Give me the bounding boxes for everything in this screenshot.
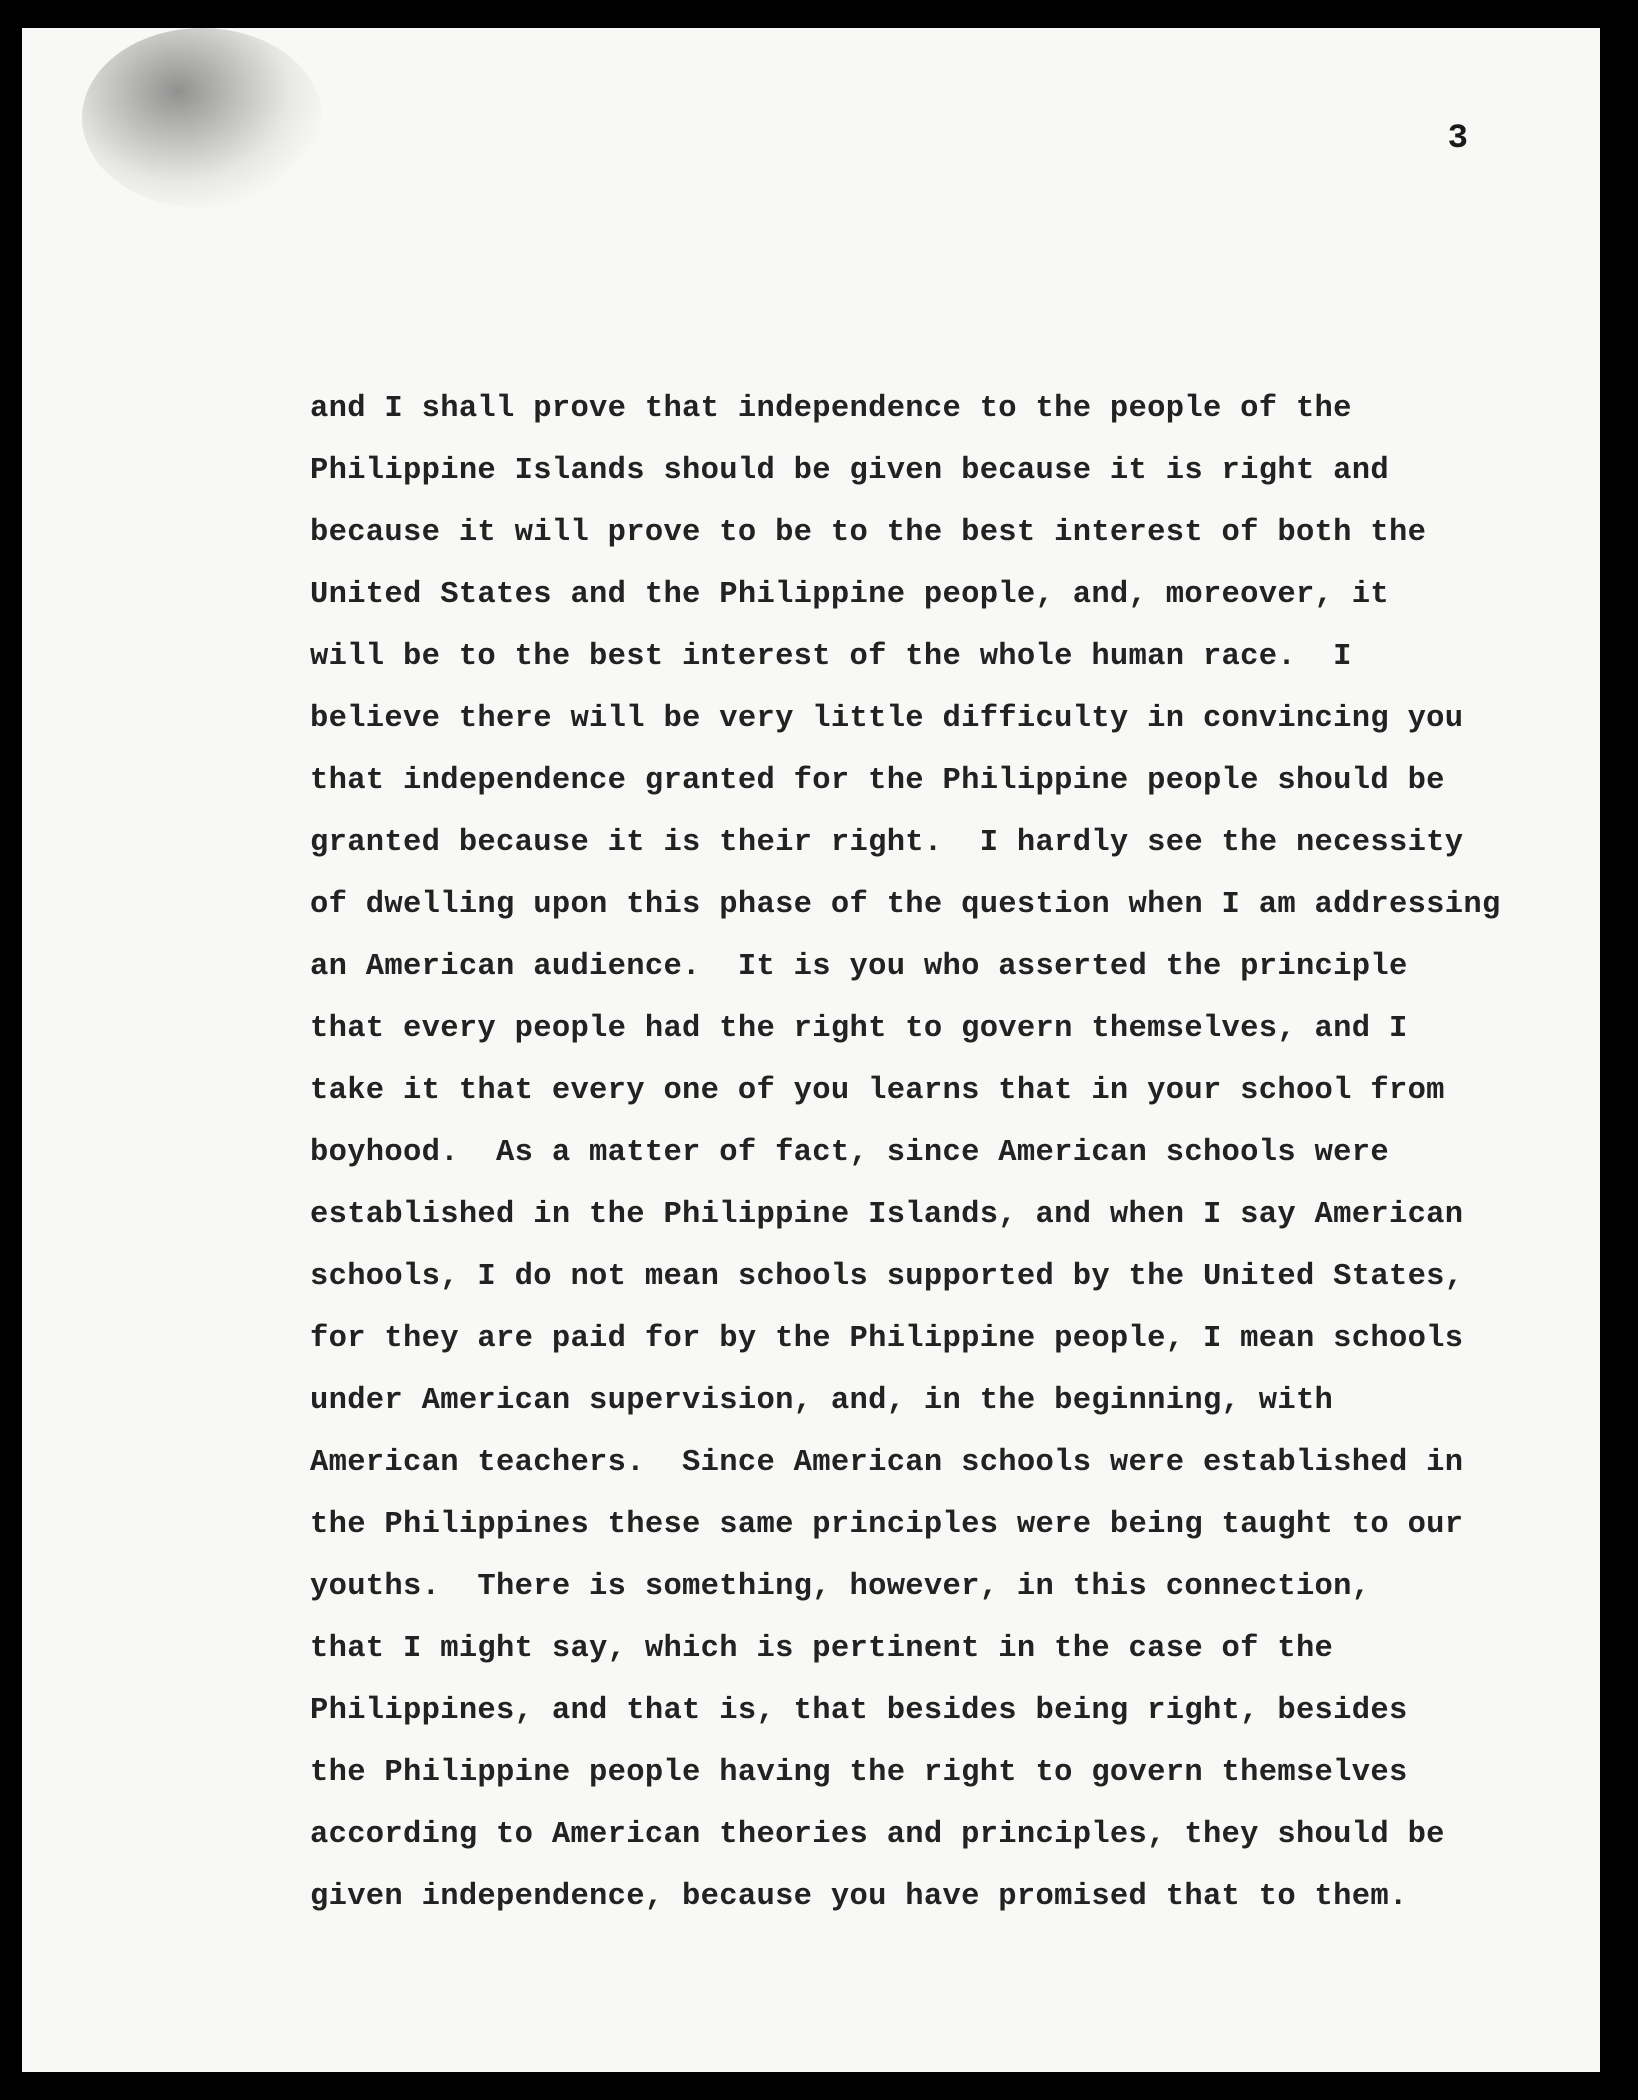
page-number: 3	[1447, 120, 1468, 158]
text-line: American teachers. Since American schools were established in	[310, 1446, 1464, 1480]
body-text	[310, 378, 1570, 1928]
ink-smudge	[82, 28, 322, 208]
text-line: the Philippine people having the right to govern themselves	[310, 1756, 1408, 1790]
text-line: the Philippines these same principles were being taught to our	[310, 1508, 1464, 1542]
text-line: believe there will be very little difficulty in convincing you	[310, 702, 1464, 736]
text-line: under American supervision, and, in the beginning, with	[310, 1384, 1334, 1418]
document-page	[22, 28, 1600, 2072]
text-line: of dwelling upon this phase of the question when I am addressing	[310, 888, 1501, 922]
text-line: Philippine Islands should be given because it is right and	[310, 454, 1389, 488]
text-line: Philippines, and that is, that besides being right, besides	[310, 1694, 1408, 1728]
text-line: an American audience. It is you who asserted the principle	[310, 950, 1408, 984]
text-line: schools, I do not mean schools supported by the United States,	[310, 1260, 1464, 1294]
text-line: that independence granted for the Philippine people should be	[310, 764, 1445, 798]
text-line: and I shall prove that independence to the people of the	[310, 392, 1352, 426]
text-line: United States and the Philippine people, and, moreover, it	[310, 578, 1389, 612]
text-line: that I might say, which is pertinent in the case of the	[310, 1632, 1334, 1666]
text-line: that every people had the right to govern themselves, and I	[310, 1012, 1408, 1046]
text-line: take it that every one of you learns that in your school from	[310, 1074, 1445, 1108]
text-line: because it will prove to be to the best interest of both the	[310, 516, 1427, 550]
text-line: according to American theories and principles, they should be	[310, 1818, 1445, 1852]
text-line: boyhood. As a matter of fact, since American schools were	[310, 1136, 1389, 1170]
text-line: for they are paid for by the Philippine people, I mean schools	[310, 1322, 1464, 1356]
text-line: established in the Philippine Islands, and when I say American	[310, 1198, 1464, 1232]
text-line: youths. There is something, however, in this connection,	[310, 1570, 1371, 1604]
text-line: given independence, because you have promised that to them.	[310, 1880, 1408, 1914]
text-line: will be to the best interest of the whole human race. I	[310, 640, 1352, 674]
text-line: granted because it is their right. I hardly see the necessity	[310, 826, 1464, 860]
